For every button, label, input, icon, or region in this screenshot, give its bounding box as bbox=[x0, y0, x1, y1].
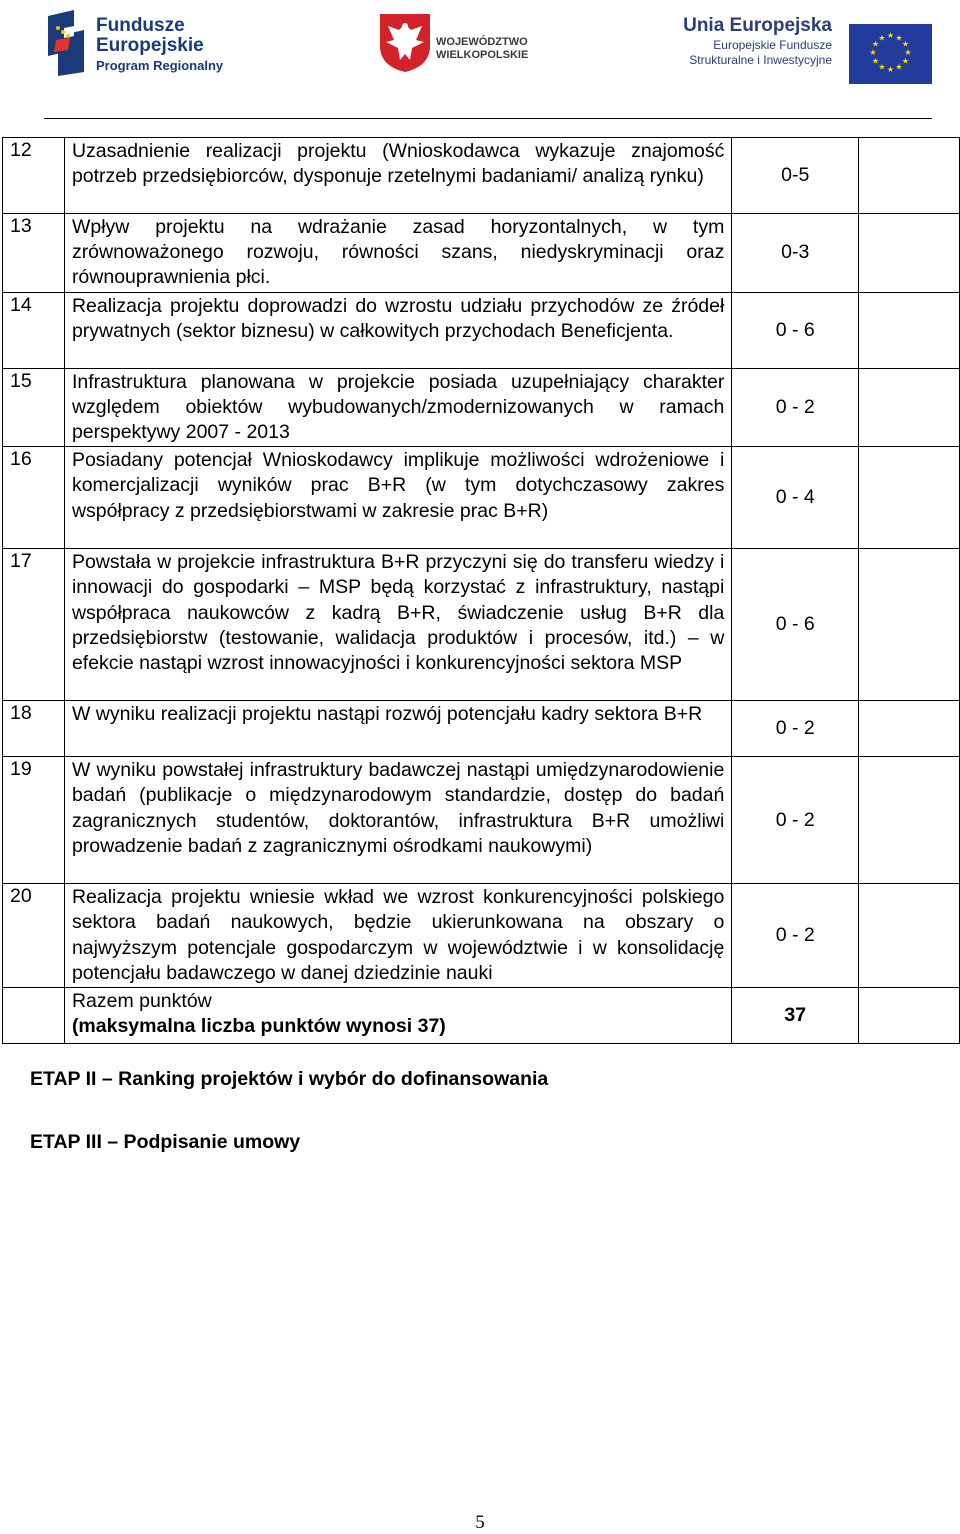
row-score-cell bbox=[859, 701, 960, 757]
stage-3-heading: ETAP III – Podpisanie umowy bbox=[30, 1131, 301, 1153]
total-score-cell bbox=[859, 988, 960, 1044]
total-label: Razem punktów bbox=[71, 990, 212, 1013]
svg-text:★: ★ bbox=[895, 62, 903, 72]
fundusze-europejskie-mark-icon bbox=[44, 10, 88, 76]
total-points: 37 bbox=[732, 988, 859, 1044]
svg-text:★: ★ bbox=[895, 33, 903, 43]
svg-text:★: ★ bbox=[901, 39, 910, 49]
row-number: 20 bbox=[3, 884, 65, 988]
row-points: 0 - 4 bbox=[732, 447, 859, 549]
row-criterion: Powstała w projekcie infrastruktura B+R przyczyni się do transferu wiedzy i innowacji do gospodarki – MSP będą korzystać z infrastruktury, nastąpi współpraca naukowców z kadrą B+R, świadczenie usług B+R dla przedsiębiorstw (testowanie, walidacja produktów i procesów, itd.) – w efekcie nastąpi wzrost innowacyjności i konkurencyjności sektora MSP bbox=[64, 549, 731, 701]
ue-line3: Strukturalne i Inwestycyjne bbox=[689, 53, 832, 67]
table-row bbox=[3, 368, 960, 447]
total-label-cell bbox=[64, 988, 731, 1044]
document-header bbox=[0, 0, 960, 120]
row-score-cell bbox=[859, 292, 960, 368]
row-points: 0 - 2 bbox=[732, 368, 859, 447]
row-points: 0-3 bbox=[732, 214, 859, 293]
row-criterion: Realizacja projektu doprowadzi do wzrostu udziału przychodów ze źródeł prywatnych (sektor biznesu) w całkowitych przychodach Beneficjenta. bbox=[64, 292, 731, 368]
row-criterion: Posiadany potencjał Wnioskodawcy implikuje możliwości wdrożeniowe i komercjalizacji wyników prac B+R (w tym dotychczasowy zakres współpracy z przedsiębiorstwami w zakresie prac B+R) bbox=[64, 447, 731, 549]
fe-line2: Europejskie bbox=[96, 35, 204, 56]
row-number: 14 bbox=[3, 292, 65, 368]
table-row bbox=[3, 292, 960, 368]
fundusze-europejskie-logo bbox=[44, 10, 234, 80]
row-number: 15 bbox=[3, 368, 65, 447]
header-divider bbox=[44, 118, 932, 119]
row-points: 0 - 2 bbox=[732, 884, 859, 988]
svg-text:★: ★ bbox=[871, 39, 880, 49]
total-max-label: (maksymalna liczba punktów wynosi 37) bbox=[71, 1015, 446, 1038]
table-row bbox=[3, 757, 960, 884]
wlkp-line1: WOJEWÓDZTWO bbox=[436, 36, 528, 48]
row-criterion: Uzasadnienie realizacji projektu (Wnioskodawca wykazuje znajomość potrzeb przedsiębiorców, dysponuje rzetelnymi badaniami/ analizą rynku) bbox=[64, 138, 731, 214]
total-row bbox=[3, 988, 960, 1044]
row-score-cell bbox=[859, 757, 960, 884]
row-criterion: Infrastruktura planowana w projekcie posiada uzupełniający charakter względem obiektów wybudowanych/zmodernizowanych w ramach perspektywy 2007 - 2013 bbox=[64, 368, 731, 447]
table-row bbox=[3, 447, 960, 549]
criteria-table bbox=[2, 137, 960, 1044]
row-points: 0 - 2 bbox=[732, 701, 859, 757]
svg-text:★: ★ bbox=[886, 31, 895, 40]
wojewodztwo-wielkopolskie-logo bbox=[378, 12, 538, 82]
fe-line3: Program Regionalny bbox=[96, 58, 224, 73]
fe-line1: Fundusze bbox=[96, 15, 185, 36]
eu-flag-icon bbox=[849, 24, 932, 84]
ue-line2: Europejskie Fundusze bbox=[713, 38, 832, 52]
wlkp-line2: WIELKOPOLSKIE bbox=[436, 49, 529, 61]
svg-text:★: ★ bbox=[886, 65, 895, 74]
row-number: 19 bbox=[3, 757, 65, 884]
total-number-cell bbox=[3, 988, 65, 1044]
svg-text:★: ★ bbox=[869, 48, 877, 57]
row-score-cell bbox=[859, 214, 960, 293]
row-criterion: W wyniku realizacji projektu nastąpi rozwój potencjału kadry sektora B+R bbox=[64, 701, 731, 757]
row-criterion: Realizacja projektu wniesie wkład we wzrost konkurencyjności polskiego sektora badań naukowych, będzie ukierunkowana na obszary o najwyższym potencjale gospodarczym w województwie i w konsolidację potencjału badawczego w danej dziedzinie nauki bbox=[64, 884, 731, 988]
row-points: 0 - 2 bbox=[732, 757, 859, 884]
svg-text:★: ★ bbox=[878, 62, 886, 72]
svg-text:★: ★ bbox=[901, 56, 910, 66]
stage-2-heading: ETAP II – Ranking projektów i wybór do dofinansowania bbox=[30, 1068, 549, 1090]
row-score-cell bbox=[859, 884, 960, 988]
row-number: 16 bbox=[3, 447, 65, 549]
fundusze-europejskie-text bbox=[96, 16, 223, 76]
row-score-cell bbox=[859, 447, 960, 549]
row-criterion: Wpływ projektu na wdrażanie zasad horyzontalnych, w tym zrównoważonego rozwoju, równości szans, niedyskryminacji oraz równouprawnienia płci. bbox=[64, 214, 731, 293]
svg-text:★: ★ bbox=[878, 33, 886, 43]
row-points: 0 - 6 bbox=[732, 292, 859, 368]
table-row bbox=[3, 138, 960, 214]
ue-line1: Unia Europejska bbox=[683, 15, 832, 36]
row-score-cell bbox=[859, 368, 960, 447]
page-number: 5 bbox=[475, 1512, 485, 1533]
row-points: 0 - 6 bbox=[732, 549, 859, 701]
table-row bbox=[3, 214, 960, 293]
row-number: 18 bbox=[3, 701, 65, 757]
row-number: 17 bbox=[3, 549, 65, 701]
row-number: 13 bbox=[3, 214, 65, 293]
wielkopolskie-text bbox=[436, 36, 528, 62]
svg-text:★: ★ bbox=[871, 56, 880, 66]
svg-text:★: ★ bbox=[904, 48, 912, 57]
table-row bbox=[3, 884, 960, 988]
row-score-cell bbox=[859, 138, 960, 214]
table-row bbox=[3, 701, 960, 757]
row-number: 12 bbox=[3, 138, 65, 214]
row-score-cell bbox=[859, 549, 960, 701]
unia-europejska-logo bbox=[668, 14, 938, 84]
table-row bbox=[3, 549, 960, 701]
eagle-shield-icon bbox=[378, 12, 432, 74]
unia-europejska-text bbox=[668, 14, 832, 68]
row-points: 0-5 bbox=[732, 138, 859, 214]
row-criterion: W wyniku powstałej infrastruktury badawczej nastąpi umiędzynarodowienie badań (publikacje o międzynarodowym standardzie, dostęp do badań zagranicznych studentów, doktorantów, infrastruktura B+R umożliwi prowadzenie badań z zagranicznymi ośrodkami naukowymi) bbox=[64, 757, 731, 884]
